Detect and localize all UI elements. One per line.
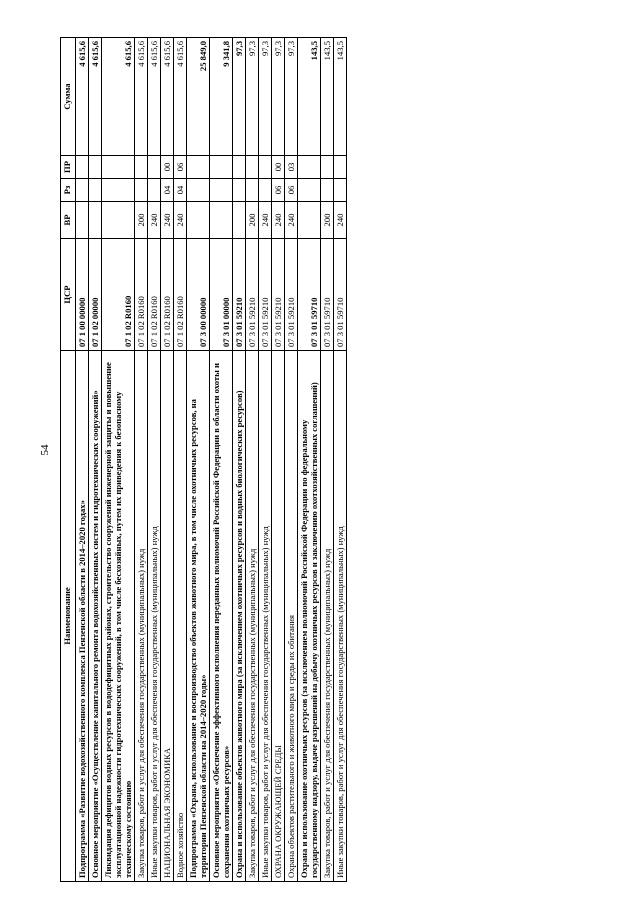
cell-vr: 200 [135, 202, 148, 239]
cell-sum: 4 615,6 [174, 38, 187, 156]
cell-pr [298, 156, 321, 179]
table-row [135, 38, 148, 882]
cell-sum: 4 615,6 [148, 38, 161, 156]
cell-csr: 07 3 01 59210 [233, 239, 246, 351]
cell-pr: 03 [285, 156, 298, 179]
cell-vr [210, 202, 233, 239]
cell-csr: 07 3 01 59710 [298, 239, 321, 351]
cell-pr [233, 156, 246, 179]
table-header-row [61, 38, 76, 882]
cell-csr: 07 3 01 59210 [246, 239, 259, 351]
cell-sum: 97,3 [285, 38, 298, 156]
table-row [272, 38, 285, 882]
cell-csr: 07 3 00 00000 [187, 239, 210, 351]
cell-name: Водное хозяйство [174, 351, 187, 882]
cell-sum: 25 849,0 [187, 38, 210, 156]
cell-pr [246, 156, 259, 179]
cell-pr: 06 [174, 156, 187, 179]
cell-rz [135, 179, 148, 202]
cell-sum: 9 341,8 [210, 38, 233, 156]
cell-csr: 07 1 02 R0160 [135, 239, 148, 351]
cell-rz [210, 179, 233, 202]
table-row [321, 38, 334, 882]
table-row [210, 38, 233, 882]
cell-vr [233, 202, 246, 239]
cell-sum: 97,3 [233, 38, 246, 156]
cell-csr: 07 3 01 59210 [259, 239, 272, 351]
cell-pr [210, 156, 233, 179]
cell-name: Ликвидация дефицитов водных ресурсов в вододефицитных районах, строительство сооружений инженерной защиты и повышение эксплуатационной надежности гидротехнических сооружений, в том числе бесхозяйных, путем их приведения к безопасному техническому состоянию [102, 351, 135, 882]
cell-sum: 143,5 [298, 38, 321, 156]
cell-rz [321, 179, 334, 202]
table-row [161, 38, 174, 882]
cell-sum: 4 615,6 [161, 38, 174, 156]
cell-name: Основное мероприятие «Осуществление капитального ремонта водохозяйственных систем и гидротехнических сооружений» [89, 351, 102, 882]
cell-rz [148, 179, 161, 202]
cell-name: Охрана и использование объектов животного мира (за исключением охотничьих ресурсов и водных биологических ресурсов) [233, 351, 246, 882]
cell-vr: 240 [334, 202, 347, 239]
cell-vr [187, 202, 210, 239]
cell-vr: 240 [161, 202, 174, 239]
cell-pr: 00 [161, 156, 174, 179]
budget-table-sheet [60, 38, 576, 882]
table-row [89, 38, 102, 882]
cell-name: Иные закупки товаров, работ и услуг для обеспечения государственных (муниципальных) нужд [148, 351, 161, 882]
cell-name: Основное мероприятие «Обеспечение эффективного исполнения переданных полномочий Российской Федерации в области охоты и сохранения охотничьих ресурсов» [210, 351, 233, 882]
table-row [298, 38, 321, 882]
cell-vr [298, 202, 321, 239]
cell-rz [334, 179, 347, 202]
cell-pr: 00 [272, 156, 285, 179]
cell-rz: 04 [174, 179, 187, 202]
header-vr: ВР [61, 202, 76, 239]
cell-sum: 4 615,6 [89, 38, 102, 156]
table-row [233, 38, 246, 882]
cell-csr: 07 3 01 59710 [321, 239, 334, 351]
cell-name: Подпрограмма «Развитие водохозяйственного комплекса Пензенской области в 2014–2020 годах» [76, 351, 89, 882]
cell-pr [148, 156, 161, 179]
cell-rz: 06 [285, 179, 298, 202]
cell-name: Иные закупки товаров, работ и услуг для обеспечения государственных (муниципальных) нужд [259, 351, 272, 882]
cell-sum: 97,3 [246, 38, 259, 156]
cell-vr: 240 [259, 202, 272, 239]
cell-name: Охрана объектов растительного и животного мира и среды их обитания [285, 351, 298, 882]
cell-name: Закупка товаров, работ и услуг для обеспечения государственных (муниципальных) нужд [246, 351, 259, 882]
cell-csr: 07 3 01 59210 [272, 239, 285, 351]
cell-rz: 06 [272, 179, 285, 202]
table-row [102, 38, 135, 882]
table-row [246, 38, 259, 882]
cell-vr: 200 [321, 202, 334, 239]
cell-sum: 4 615,6 [135, 38, 148, 156]
cell-pr [321, 156, 334, 179]
cell-pr [102, 156, 135, 179]
table-row [174, 38, 187, 882]
cell-rz [89, 179, 102, 202]
budget-table [60, 37, 347, 882]
cell-csr: 07 1 00 00000 [76, 239, 89, 351]
page-number: 54 [39, 444, 51, 456]
cell-csr: 07 1 02 R0160 [102, 239, 135, 351]
cell-csr: 07 3 01 59210 [285, 239, 298, 351]
cell-sum: 4 615,6 [76, 38, 89, 156]
cell-rz [76, 179, 89, 202]
cell-name: НАЦИОНАЛЬНАЯ ЭКОНОМИКА [161, 351, 174, 882]
cell-csr: 07 3 01 59710 [334, 239, 347, 351]
cell-name: Подпрограмма «Охрана, использование и воспроизводство объектов животного мира, в том числе охотничьих ресурсов, на территории Пензенской области на 2014–2020 годы» [187, 351, 210, 882]
cell-sum: 4 615,6 [102, 38, 135, 156]
cell-rz [259, 179, 272, 202]
cell-sum: 143,5 [334, 38, 347, 156]
cell-vr [76, 202, 89, 239]
cell-csr: 07 1 02 R0160 [174, 239, 187, 351]
cell-sum: 97,3 [259, 38, 272, 156]
cell-vr: 240 [148, 202, 161, 239]
table-row [285, 38, 298, 882]
cell-vr: 240 [174, 202, 187, 239]
cell-pr [259, 156, 272, 179]
cell-vr [102, 202, 135, 239]
cell-sum: 143,5 [321, 38, 334, 156]
header-name: Наименование [61, 351, 76, 882]
cell-csr: 07 3 01 00000 [210, 239, 233, 351]
cell-name: Иные закупки товаров, работ и услуг для обеспечения государственных (муниципальных) нужд [334, 351, 347, 882]
cell-rz [102, 179, 135, 202]
table-row [334, 38, 347, 882]
table-row [76, 38, 89, 882]
cell-pr [89, 156, 102, 179]
table-row [259, 38, 272, 882]
cell-pr [187, 156, 210, 179]
table-body [76, 38, 347, 882]
cell-csr: 07 1 02 00000 [89, 239, 102, 351]
cell-rz [246, 179, 259, 202]
cell-vr: 200 [246, 202, 259, 239]
header-rz: Рз [61, 179, 76, 202]
cell-name: Закупка товаров, работ и услуг для обеспечения государственных (муниципальных) нужд [135, 351, 148, 882]
cell-rz [187, 179, 210, 202]
cell-vr: 240 [272, 202, 285, 239]
cell-pr [135, 156, 148, 179]
table-row [187, 38, 210, 882]
cell-vr: 240 [285, 202, 298, 239]
cell-rz [233, 179, 246, 202]
cell-vr [89, 202, 102, 239]
cell-sum: 97,3 [272, 38, 285, 156]
cell-name: Закупка товаров, работ и услуг для обеспечения государственных (муниципальных) нужд [321, 351, 334, 882]
cell-name: ОХРАНА ОКРУЖАЮЩЕЙ СРЕДЫ [272, 351, 285, 882]
table-row [148, 38, 161, 882]
header-pr: ПР [61, 156, 76, 179]
header-sum: Сумма [61, 38, 76, 156]
cell-pr [334, 156, 347, 179]
cell-csr: 07 1 02 R0160 [161, 239, 174, 351]
cell-pr [76, 156, 89, 179]
cell-rz: 04 [161, 179, 174, 202]
cell-rz [298, 179, 321, 202]
header-csr: ЦСР [61, 239, 76, 351]
cell-csr: 07 1 02 R0160 [148, 239, 161, 351]
cell-name: Охрана и использование охотничьих ресурсов (за исключением полномочий Российской Федерации по федеральному государственному надзору, выдаче разрешений на добычу охотничьих ресурсов и заключению охотхозяйственных соглашений) [298, 351, 321, 882]
